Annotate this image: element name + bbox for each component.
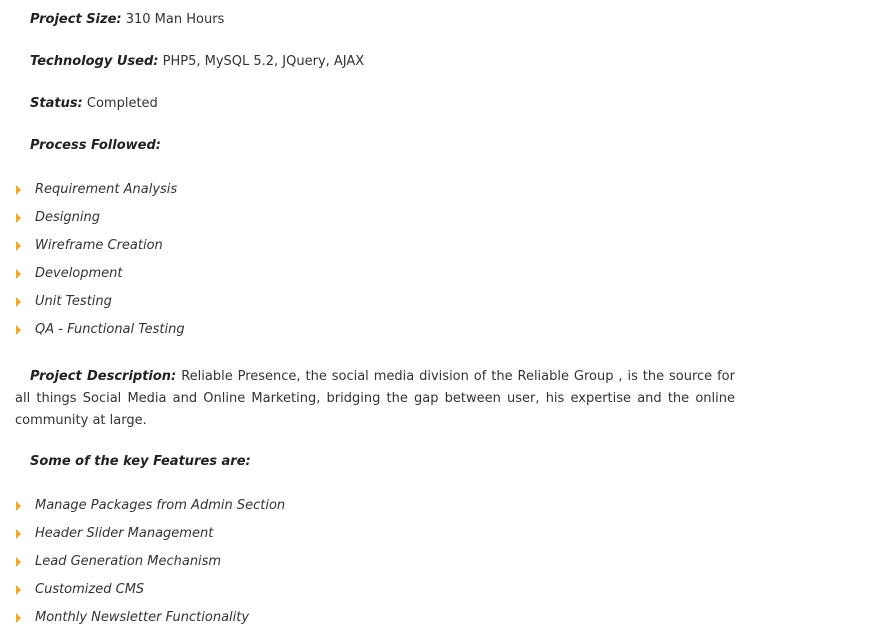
list-item	[15, 580, 285, 608]
triangle-right-icon	[16, 557, 21, 567]
project-description	[15, 366, 735, 432]
process-item-label: Development	[35, 266, 123, 281]
process-list	[15, 180, 185, 348]
triangle-right-icon	[16, 613, 21, 623]
project-size-row	[30, 10, 224, 30]
process-heading: Process Followed:	[30, 138, 161, 153]
description-label: Project Description:	[30, 369, 177, 384]
triangle-right-icon	[16, 585, 21, 595]
status-label: Status:	[30, 96, 83, 111]
process-item-label: Designing	[35, 210, 100, 225]
feature-item-label: Header Slider Management	[35, 526, 214, 541]
project-size-label: Project Size:	[30, 12, 122, 27]
technology-row	[30, 52, 364, 72]
process-item-label: Wireframe Creation	[35, 238, 163, 253]
list-item	[15, 552, 285, 580]
list-item	[15, 496, 285, 524]
list-item	[15, 320, 185, 348]
project-size-value: 310 Man Hours	[125, 12, 225, 27]
triangle-right-icon	[16, 269, 21, 279]
process-heading-row	[30, 136, 161, 156]
features-heading-row	[30, 452, 251, 472]
triangle-right-icon	[16, 241, 21, 251]
feature-item-label: Lead Generation Mechanism	[35, 554, 222, 569]
triangle-right-icon	[16, 501, 21, 511]
process-item-label: Unit Testing	[35, 294, 112, 309]
technology-label: Technology Used:	[30, 54, 159, 69]
status-row	[30, 94, 158, 114]
features-list	[15, 496, 285, 636]
technology-value: PHP5, MySQL 5.2, JQuery, AJAX	[162, 54, 365, 69]
feature-item-label: Monthly Newsletter Functionality	[35, 610, 250, 625]
status-value: Completed	[86, 96, 158, 111]
triangle-right-icon	[16, 529, 21, 539]
triangle-right-icon	[16, 213, 21, 223]
list-item	[15, 292, 185, 320]
list-item	[15, 264, 185, 292]
list-item	[15, 180, 185, 208]
list-item	[15, 524, 285, 552]
list-item	[15, 208, 185, 236]
feature-item-label: Manage Packages from Admin Section	[35, 498, 286, 513]
process-item-label: Requirement Analysis	[35, 182, 178, 197]
triangle-right-icon	[16, 297, 21, 307]
list-item	[15, 608, 285, 636]
triangle-right-icon	[16, 185, 21, 195]
features-heading: Some of the key Features are:	[30, 454, 251, 469]
triangle-right-icon	[16, 325, 21, 335]
feature-item-label: Customized CMS	[35, 582, 145, 597]
list-item	[15, 236, 185, 264]
process-item-label: QA - Functional Testing	[35, 322, 185, 337]
description-text: Reliable Presence, the social media division of the Reliable Group , is the source for all things Social Media and Online Marketing, bridging the gap between user, his expertise and the online community at large.	[15, 369, 735, 428]
